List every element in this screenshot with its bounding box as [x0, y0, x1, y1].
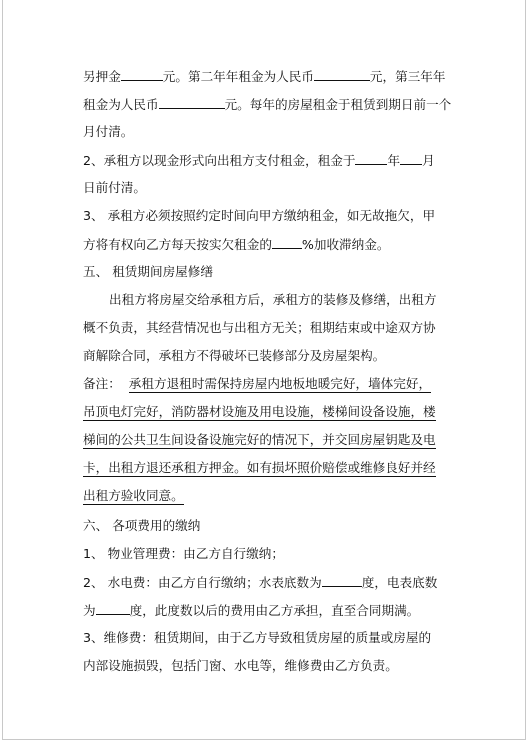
text-segment: 为: [83, 603, 96, 618]
text-segment: 日前付清。: [83, 180, 146, 195]
note-label: 备注：: [83, 376, 121, 391]
text-segment: %加收滞纳金。: [301, 237, 390, 252]
text-segment: 承租方退租时需保持房屋内地板地暖完好，墙体完好，: [128, 376, 432, 391]
text-segment: 出租方将房屋交给承租方后，承租方的装修及修缮，出租方: [109, 292, 437, 307]
text-line: [83, 124, 133, 140]
text-segment: 月付清。: [83, 124, 134, 139]
note-line: [83, 460, 436, 476]
text-segment: 吊顶电灯完好，消防器材设施及用电设施，楼梯间设备设施，楼: [83, 404, 436, 419]
text-segment: 梯间的公共卫生间设备设施完好的情况下，并交回房屋钥匙及电: [83, 432, 436, 447]
text-segment: 2、 水电费：由乙方自行缴纳；水表底数为: [83, 575, 322, 590]
text-line: [83, 574, 437, 591]
blank-field: [322, 574, 362, 587]
note-line: [83, 404, 436, 420]
text-line: [83, 546, 284, 562]
text-segment: 元，第三年年: [369, 69, 446, 84]
text-segment: 五、 租赁期间房屋修缮: [83, 264, 213, 279]
blank-field: [121, 68, 163, 81]
text-segment: 元。每年的房屋租金于租赁到期日前一个: [224, 97, 452, 112]
text-segment: 度，此度数以后的费用由乙方承担，直至合同期满。: [129, 603, 420, 618]
blank-field: [159, 96, 225, 109]
text-line: [83, 208, 435, 224]
blank-field: [272, 236, 302, 249]
note-line: [83, 432, 436, 448]
text-segment: 3、 承租方必须按照约定时间向甲方缴纳租金，如无故拖欠，甲: [83, 208, 436, 223]
text-line: [83, 180, 146, 196]
text-line: [83, 96, 451, 113]
text-line: [83, 236, 389, 253]
blank-field: [400, 152, 422, 165]
text-line: [83, 658, 398, 674]
text-segment: 卡，出租方退还承租方押金。如有损坏照价赔偿或维修良好并经: [83, 460, 436, 475]
text-segment: 元。第二年年租金为人民币: [162, 69, 314, 84]
text-segment: 六、 各项费用的缴纳: [83, 518, 201, 533]
text-segment: 3、维修费：租赁期间，由于乙方导致租赁房屋的质量或房屋的: [83, 630, 432, 645]
text-line: [83, 68, 445, 85]
blank-field: [314, 68, 370, 81]
text-line: [83, 348, 385, 364]
text-segment: 1、 物业管理费：由乙方自行缴纳；: [83, 546, 284, 561]
text-segment: 租金为人民币: [83, 97, 159, 112]
text-segment: 出租方验收同意。: [83, 488, 184, 503]
text-line: [83, 320, 436, 336]
text-segment: 另押金: [83, 69, 121, 84]
text-line: [83, 630, 431, 646]
note-line: [83, 376, 431, 392]
text-line: [83, 602, 419, 619]
text-segment: 内部设施损毁，包括门窗、水电等，维修费由乙方负责。: [83, 658, 398, 673]
text-segment: 商解除合同，承租方不得破坏已装修部分及房屋架构。: [83, 348, 386, 363]
text-segment: 月: [422, 153, 435, 168]
text-segment: 概不负责，其经营情况也与出租方无关；租期结束或中途双方协: [83, 320, 436, 335]
text-line: [83, 152, 435, 169]
blank-field: [96, 602, 130, 615]
section-heading: [83, 518, 200, 534]
blank-field: [355, 152, 387, 165]
text-line: [109, 292, 436, 308]
text-segment: 方将有权向乙方每天按实欠租金的: [83, 237, 272, 252]
text-segment: 2、承租方以现金形式向出租方支付租金，租金于: [83, 153, 356, 168]
text-segment: 年: [387, 153, 401, 168]
document-page: [2, 0, 526, 740]
section-heading: [83, 264, 213, 280]
note-line: [83, 488, 184, 504]
text-segment: 度，电表底数: [361, 575, 438, 590]
